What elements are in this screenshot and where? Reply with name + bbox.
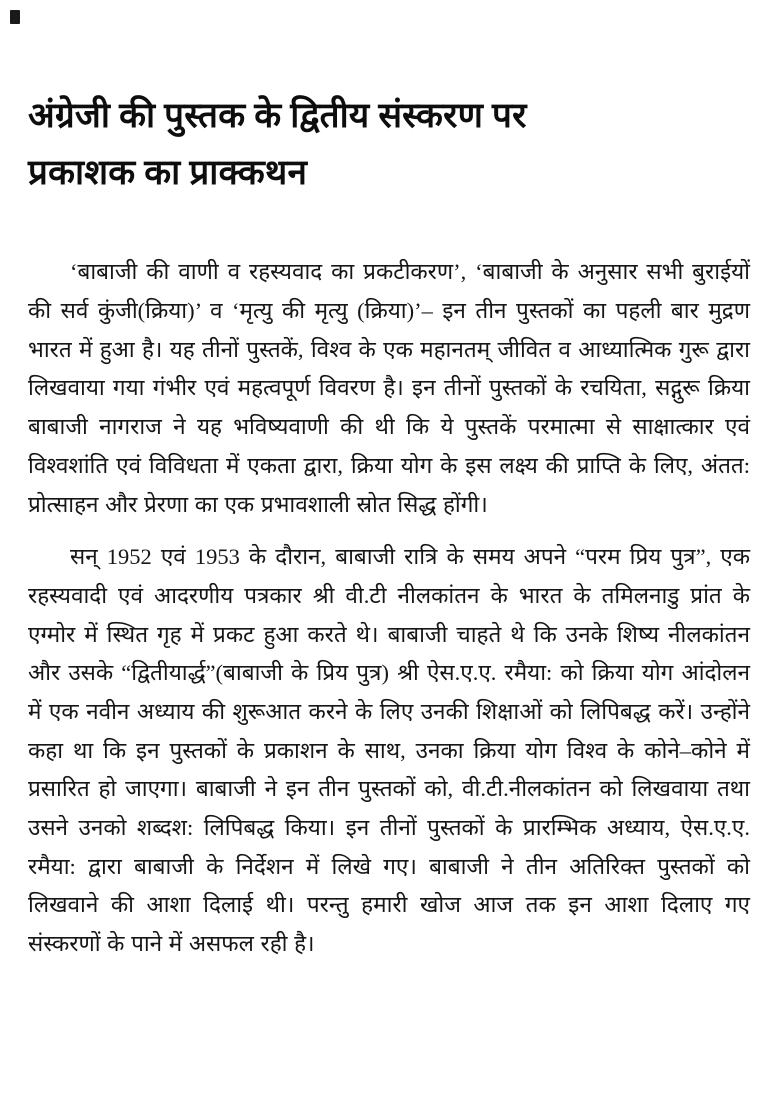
paragraph-intro-books: ‘बाबाजी की वाणी व रहस्यवाद का प्रकटीकरण’, ‘बाबाजी के अनुसार सभी बुराईयों की सर्व कुंजी(क्रिया)’ व ‘मृत्यु की मृत्यु (क्रिया)’– इन तीन पुस्तकों का पहली बार मुद्रण भारत में हुआ है। यह तीनों पुस्तकें, विश्व के एक महानतम् जीवित व आध्यात्मिक गुरू द्वारा लिखवाया गया गंभीर एवं महत्वपूर्ण विवरण है। इन तीनों पुस्तकों के रचयिता, सद्गुरू क्रिया बाबाजी नागराज ने यह भविष्यवाणी की थी कि ये पुस्तकें परमात्मा से साक्षात्कार एवं विश्वशांति एवं विविधता में एकता द्वारा, क्रिया योग के इस लक्ष्य की प्राप्ति के लिए, अंतत: प्रोत्साहन और प्रेरणा का एक प्रभावशाली स्रोत सिद्ध होंगी।: [28, 259, 750, 517]
page-title-line-2: प्रकाशक का प्राक्कथन: [28, 152, 308, 192]
page-title-line-1: अंग्रेजी की पुस्तक के द्वितीय संस्करण पर: [28, 96, 527, 135]
page-title: [28, 88, 750, 201]
scan-corner-artifact: [10, 10, 20, 24]
body-text: [28, 253, 750, 963]
paragraph-history-1952: सन् 1952 एवं 1953 के दौरान, बाबाजी रात्रि के समय अपने “परम प्रिय पुत्र”, एक रहस्यवादी एवं आदरणीय पत्रकार श्री वी.टी नीलकांतन के भारत के तमिलनाडु प्रांत के एग्मोर में स्थित गृह में प्रकट हुआ करते थे। बाबाजी चाहते थे कि उनके शिष्य नीलकांतन और उसके “द्वितीयार्द्ध”(बाबाजी के प्रिय पुत्र) श्री ऐस.ए.ए. रमैया: को क्रिया योग आंदोलन में एक नवीन अध्याय की शुरूआत करने के लिए उनकी शिक्षाओं को लिपिबद्ध करें। उन्होंने कहा था कि इन पुस्तकों के प्रकाशन के साथ, उनका क्रिया योग विश्व के कोने–कोने में प्रसारित हो जाएगा। बाबाजी ने इन तीन पुस्तकों को, वी.टी.नीलकांतन को लिखवाया तथा उसने उनको शब्दश: लिपिबद्ध किया। इन तीनों पुस्तकों के प्रारम्भिक अध्याय, ऐस.ए.ए. रमैया: द्वारा बाबाजी के निर्देशन में लिखे गए। बाबाजी ने तीन अतिरिक्त पुस्तकों को लिखवाने की आशा दिलाई थी। परन्तु हमारी खोज आज तक इन आशा दिलाए गए संस्करणों के पाने में असफल रही है।: [28, 544, 750, 957]
